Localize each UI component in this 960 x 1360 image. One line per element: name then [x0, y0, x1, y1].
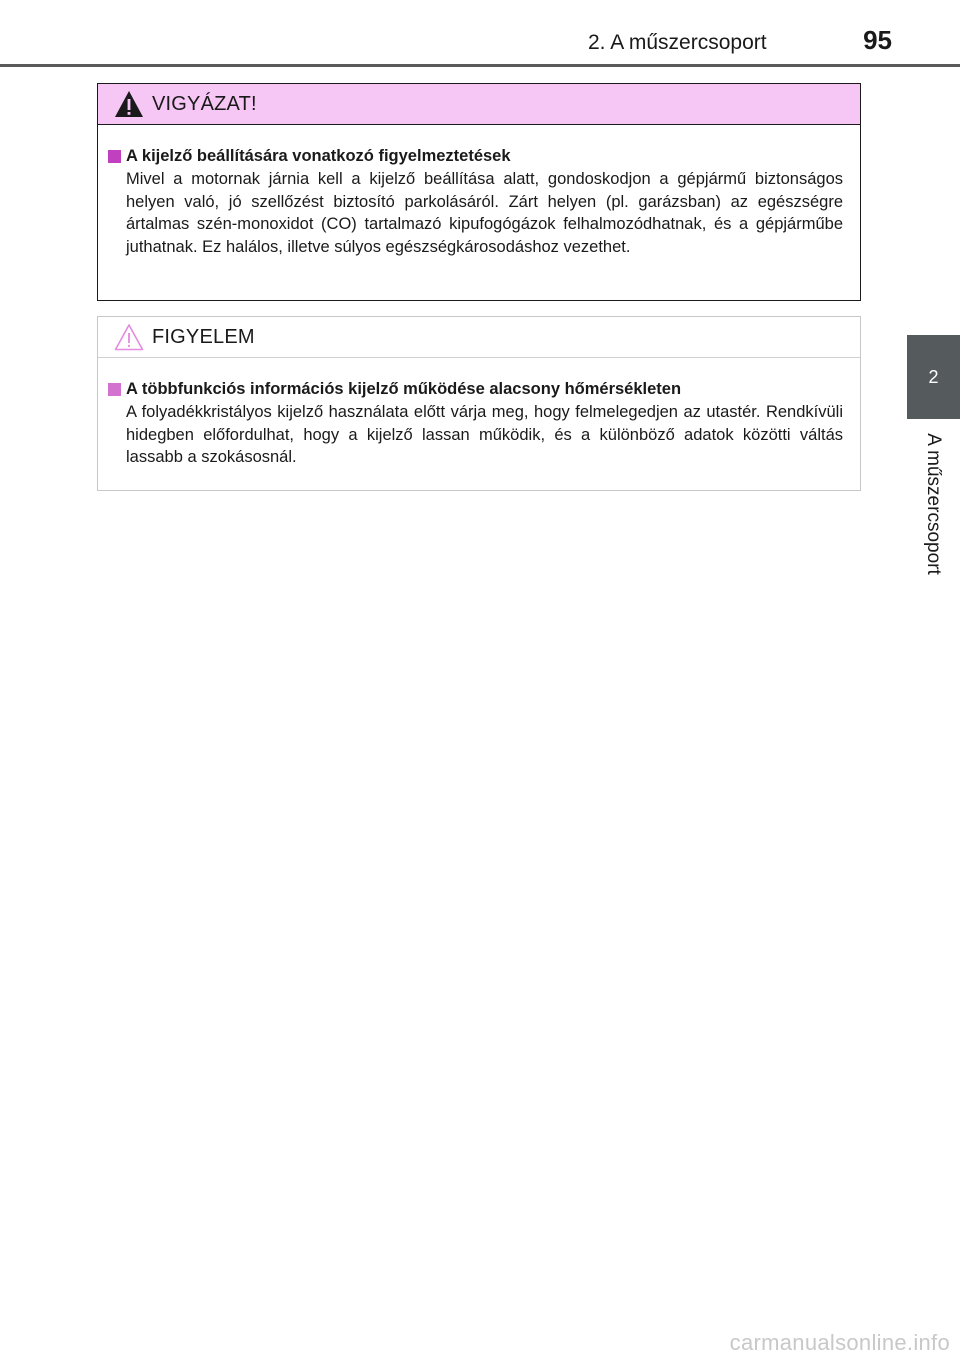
square-bullet-icon [108, 383, 121, 396]
chapter-tab [907, 335, 960, 419]
square-bullet-icon [108, 150, 121, 163]
notice-box-body [98, 358, 860, 469]
caution-heading-row [108, 145, 843, 167]
notice-box [97, 316, 861, 491]
chapter-title: 2. A műszercsoport [588, 31, 767, 54]
header-rule [0, 64, 960, 67]
caution-box-header [98, 84, 860, 125]
notice-heading-row [108, 378, 843, 400]
caution-text: Mivel a motornak járnia kell a kijelző beállítása alatt, gondoskodjon a gépjármű biztonságos helyen való, jó szellőzést biztosító parkolásáról. Zárt helyen (pl. garázsban) az egészségre ártalmas szén-monoxidot (CO) tartalmazó kipufogógázok felhalmozódhatnak, és a gépjárműbe juthatnak. Ez halálos, illetve súlyos egészségkárosodáshoz vezethet. [126, 170, 843, 257]
caution-box [97, 83, 861, 301]
caution-heading: A kijelző beállítására vonatkozó figyelmeztetések [126, 147, 511, 165]
caution-box-title: VIGYÁZAT! [152, 92, 257, 115]
caution-box-body [98, 125, 860, 259]
notice-box-header [98, 317, 860, 358]
notice-heading: A többfunkciós információs kijelző működése alacsony hőmérsékleten [126, 380, 682, 398]
warning-triangle-outline-icon [114, 323, 144, 351]
chapter-tab-number: 2 [928, 366, 939, 387]
page-number: 95 [863, 25, 892, 55]
warning-triangle-icon [114, 90, 144, 118]
watermark: carmanualsonline.info [729, 1330, 950, 1355]
notice-box-title: FIGYELEM [152, 325, 255, 348]
chapter-side-label: A műszercsoport [923, 433, 944, 575]
notice-text: A folyadékkristályos kijelző használata előtt várja meg, hogy felmelegedjen az utastér. Rendkívüli hidegben előfordulhat, hogy a kijelző lassan működik, és a különböző adatok közötti váltás lassabb a szokásosnál. [126, 403, 843, 467]
